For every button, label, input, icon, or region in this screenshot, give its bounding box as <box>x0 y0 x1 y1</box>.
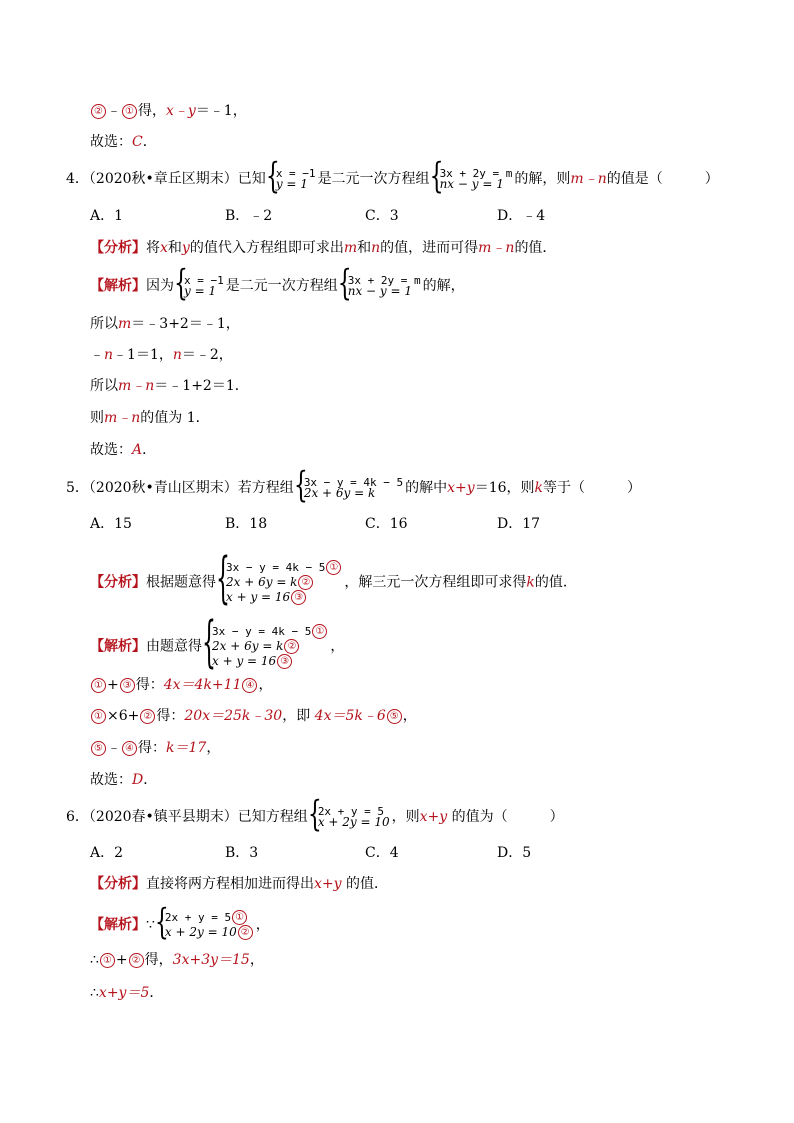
q6-option-b: B．3 <box>225 845 259 861</box>
q5-step-3: ⑤ ﹣ ④ 得：k＝17， <box>90 738 220 758</box>
q6-option-a: A．2 <box>90 845 124 861</box>
q4-option-b: B．﹣2 <box>225 208 273 224</box>
q5-option-c: C．16 <box>365 516 408 532</box>
prev-step-line: ② ﹣ ① 得，x﹣y＝﹣1， <box>90 101 247 121</box>
q5-step-2: ① ×6+ ② 得：20x＝25k﹣30，即 4x＝5k﹣6 ⑤ ， <box>90 706 417 726</box>
q4-step-4: 则m﹣n的值为 1． <box>90 410 210 426</box>
equation-system: { 3x − y = 4k − 5 ① 2x + 6y = k ② x + y = 16 ③ <box>204 624 328 669</box>
equation-system: { 2x + y = 5 ① x + 2y = 10 ② <box>157 910 254 940</box>
equation-system: { 2x + y = 5 x + 2y = 10 <box>310 806 390 828</box>
q4-step-2: ﹣n﹣1＝1，n＝﹣2， <box>90 347 233 363</box>
q6-step-2: ∴x+y＝5． <box>90 985 164 1001</box>
equation-system: { x = −1 y = 1 <box>268 168 316 190</box>
q4-stem: 4．（2020秋•章丘区期末）已知 { x = −1 y = 1 是二元一次方程组 { 3x + 2y = m nx − y = 1 的解，则m﹣n的值是（ ） <box>66 168 719 190</box>
q5-answer: 故选：D． <box>90 772 158 788</box>
q4-option-d: D．﹣4 <box>497 208 546 224</box>
q6-stem: 6．（2020春•镇平县期末）已知方程组 { 2x + y = 5 x + 2y = 10 ，则x+y 的值为（ ） <box>66 806 564 828</box>
q5-solution: 【解析】由题意得 { 3x − y = 4k − 5 ① 2x + 6y = k ② x + y = 16 ③ ， <box>90 624 344 669</box>
equation-system: { x = −1 y = 1 <box>176 275 224 297</box>
q4-step-3: 所以m﹣n＝﹣1+2＝1． <box>90 378 249 394</box>
equation-system: { 3x − y = 4k − 5 2x + 6y = k <box>296 477 403 499</box>
prev-answer-line: 故选：C． <box>90 134 157 150</box>
circle-num: ① <box>122 104 137 119</box>
equation-system: { 3x + 2y = m nx − y = 1 <box>340 275 421 297</box>
equation-system: { 3x − y = 4k − 5 ① 2x + 6y = k ② x + y = 16 ③ <box>218 560 342 605</box>
q6-option-d: D．5 <box>497 845 532 861</box>
q4-solution: 【解析】因为 { x = −1 y = 1 是二元一次方程组 { 3x + 2y = m nx − y = 1 的解， <box>90 275 465 297</box>
q5-stem: 5．（2020秋•青山区期末）若方程组 { 3x − y = 4k − 5 2x + 6y = k 的解中x+y＝16，则k等于（ ） <box>66 477 641 499</box>
q6-option-c: C．4 <box>365 845 399 861</box>
equation-system: { 3x + 2y = m nx − y = 1 <box>432 168 513 190</box>
q5-option-d: D．17 <box>497 516 541 532</box>
q6-step-1: ∴ ① + ② 得，3x+3y＝15， <box>90 952 264 968</box>
q5-step-1: ① + ③ 得：4x＝4k+11 ④ ， <box>90 675 272 695</box>
q5-option-a: A．15 <box>90 516 132 532</box>
q4-option-a: A．1 <box>90 208 124 224</box>
q5-analysis: 【分析】根据题意得 { 3x − y = 4k − 5 ① 2x + 6y = k ② x + y = 16 ③ ，解三元一次方程组即可求得k的值． <box>90 560 577 605</box>
q6-analysis: 【分析】直接将两方程相加进而得出x+y 的值． <box>90 876 388 892</box>
q5-option-b: B．18 <box>225 516 268 532</box>
circle-num: ② <box>91 104 106 119</box>
q4-analysis: 【分析】将x和y的值代入方程组即可求出m和n的值，进而可得m﹣n的值． <box>90 240 557 256</box>
q6-solution: 【解析】∵ { 2x + y = 5 ① x + 2y = 10 ② ， <box>90 910 270 940</box>
q4-option-c: C．3 <box>365 208 399 224</box>
q4-step-1: 所以m＝﹣3+2＝﹣1， <box>90 316 240 332</box>
q4-answer: 故选：A． <box>90 442 157 458</box>
